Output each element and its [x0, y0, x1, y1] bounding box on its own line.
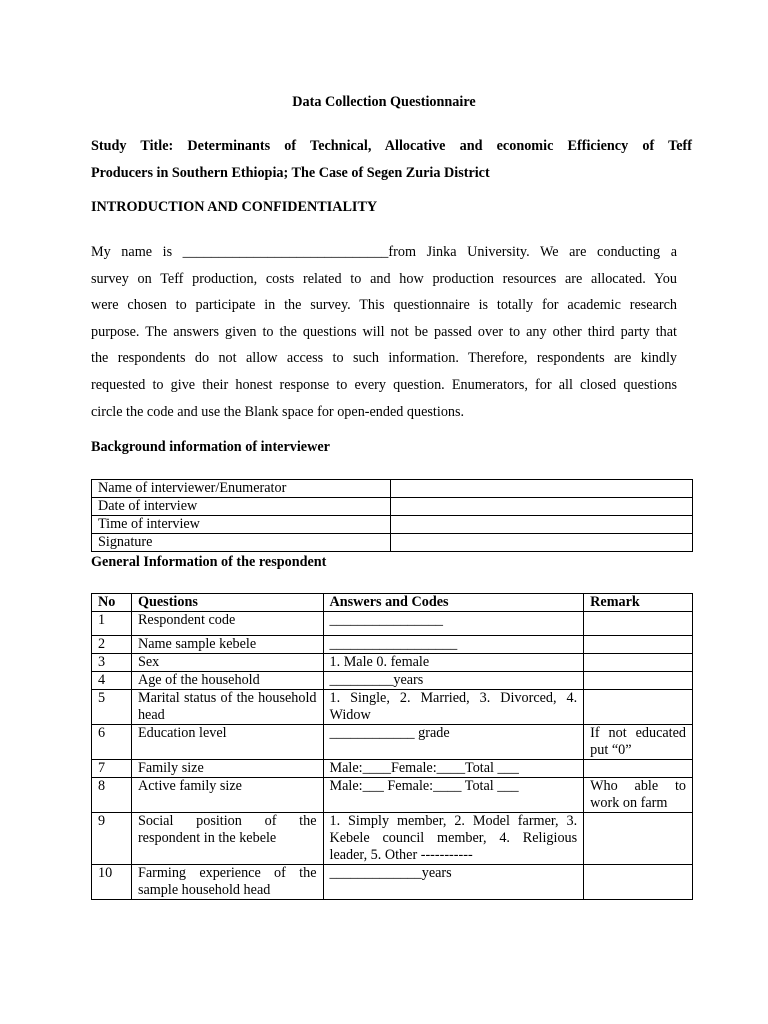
table-row	[92, 865, 693, 900]
table-row	[92, 498, 693, 516]
header-no: No	[92, 594, 132, 612]
intro-line-3: were chosen to participate in the survey. This questionnaire is totally for academic research	[91, 297, 677, 314]
table-row	[92, 672, 693, 690]
row-no: 8	[92, 778, 132, 813]
table-row	[92, 778, 693, 813]
row-question: Marital status of the household head	[131, 690, 323, 725]
row-answer[interactable]: ________________	[323, 612, 584, 636]
row-no: 2	[92, 636, 132, 654]
interviewer-name-label: Name of interviewer/Enumerator	[92, 480, 391, 498]
table-row	[92, 690, 693, 725]
interviewer-name-field[interactable]	[391, 480, 693, 498]
study-title-line-2: Producers in Southern Ethiopia; The Case of Segen Zuria District	[91, 165, 490, 181]
study-title	[91, 133, 692, 187]
table-row	[92, 516, 693, 534]
row-question: Active family size	[131, 778, 323, 813]
row-answer[interactable]: Male:____Female:____Total ___	[323, 760, 584, 778]
header-answers: Answers and Codes	[323, 594, 584, 612]
table-row	[92, 636, 693, 654]
table-row	[92, 760, 693, 778]
row-no: 5	[92, 690, 132, 725]
row-answer[interactable]: 1. Simply member, 2. Model farmer, 3. Kebele council member, 4. Religious leader, 5. Other -----------	[323, 813, 584, 865]
intro-line-7: circle the code and use the Blank space for open-ended questions.	[91, 403, 465, 420]
row-question: Family size	[131, 760, 323, 778]
row-answer[interactable]: Male:___ Female:____ Total ___	[323, 778, 584, 813]
interviewer-table	[91, 479, 693, 552]
row-remark	[584, 865, 693, 900]
header-questions: Questions	[131, 594, 323, 612]
interview-date-field[interactable]	[391, 498, 693, 516]
row-remark	[584, 654, 693, 672]
table-row	[92, 813, 693, 865]
row-question: Social position of the respondent in the kebele	[131, 813, 323, 865]
row-remark: Who able to work on farm	[584, 778, 693, 813]
signature-field[interactable]	[391, 534, 693, 552]
header-remark: Remark	[584, 594, 693, 612]
intro-line-2: survey on Teff production, costs related to and how production resources are allocated. You	[91, 270, 677, 287]
intro-line-1: My name is _____________________________from Jinka University. We are conducting a	[91, 244, 677, 260]
row-remark	[584, 690, 693, 725]
row-remark: If not educated put “0”	[584, 725, 693, 760]
table-row	[92, 480, 693, 498]
intro-heading: INTRODUCTION AND CONFIDENTIALITY	[91, 199, 378, 215]
interview-time-field[interactable]	[391, 516, 693, 534]
row-question: Age of the household	[131, 672, 323, 690]
row-answer[interactable]: 1. Male 0. female	[323, 654, 584, 672]
respondent-table	[91, 593, 693, 900]
row-answer[interactable]: _________years	[323, 672, 584, 690]
table-row	[92, 612, 693, 636]
row-remark	[584, 760, 693, 778]
table-row	[92, 725, 693, 760]
intro-line-6: requested to give their honest response to every question. Enumerators, for all closed questions	[91, 376, 677, 393]
row-remark	[584, 636, 693, 654]
signature-label: Signature	[92, 534, 391, 552]
row-remark	[584, 813, 693, 865]
row-question: Farming experience of the sample household head	[131, 865, 323, 900]
row-answer[interactable]: 1. Single, 2. Married, 3. Divorced, 4. Widow	[323, 690, 584, 725]
row-question: Name sample kebele	[131, 636, 323, 654]
row-no: 3	[92, 654, 132, 672]
row-remark	[584, 612, 693, 636]
row-no: 6	[92, 725, 132, 760]
row-no: 4	[92, 672, 132, 690]
study-title-line-1: Study Title: Determinants of Technical, Allocative and economic Efficiency of Teff	[91, 138, 692, 154]
general-info-heading: General Information of the respondent	[91, 554, 327, 570]
table-header-row	[92, 594, 693, 612]
row-question: Education level	[131, 725, 323, 760]
row-question: Respondent code	[131, 612, 323, 636]
row-answer[interactable]: _____________years	[323, 865, 584, 900]
row-no: 9	[92, 813, 132, 865]
row-no: 7	[92, 760, 132, 778]
row-remark	[584, 672, 693, 690]
row-question: Sex	[131, 654, 323, 672]
interview-time-label: Time of interview	[92, 516, 391, 534]
intro-line-5: the respondents do not allow access to such information. Therefore, respondents are kindly	[91, 350, 677, 367]
intro-paragraph	[91, 239, 677, 425]
row-answer[interactable]: ____________ grade	[323, 725, 584, 760]
interview-date-label: Date of interview	[92, 498, 391, 516]
row-no: 1	[92, 612, 132, 636]
row-no: 10	[92, 865, 132, 900]
table-row	[92, 654, 693, 672]
table-row	[92, 534, 693, 552]
row-answer[interactable]: __________________	[323, 636, 584, 654]
background-heading: Background information of interviewer	[91, 439, 330, 455]
page-title: Data Collection Questionnaire	[292, 94, 476, 110]
intro-line-4: purpose. The answers given to the questions will not be passed over to any other third party that	[91, 323, 677, 340]
